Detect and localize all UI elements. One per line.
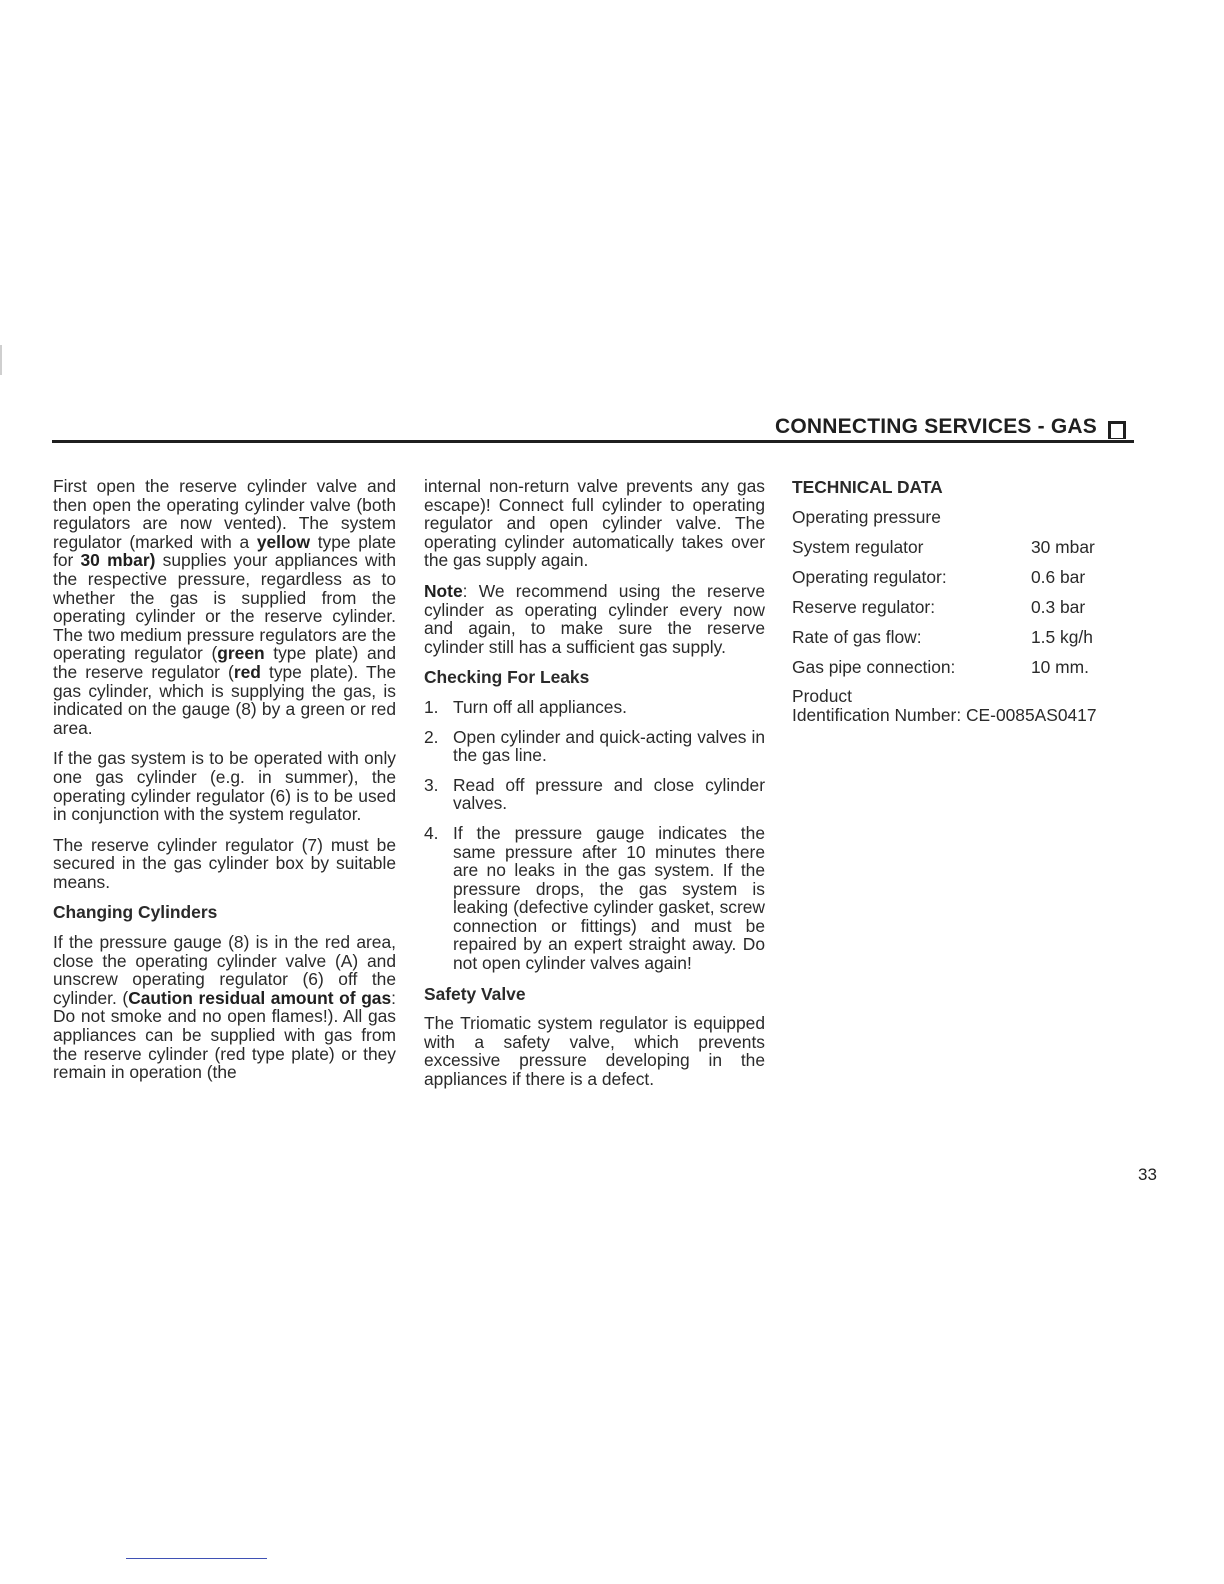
page-number: 33 <box>1138 1165 1157 1184</box>
technical-data-title: TECHNICAL DATA <box>792 477 943 497</box>
tech-row-value: 0.3 bar <box>1031 597 1086 617</box>
paragraph-note: Note: We recommend using the reserve cylinder as operating cylinder every now and again, to make sure the reserve cylinder still has a sufficient gas supply. <box>424 580 765 657</box>
paragraph-reserve-regulator: The reserve cylinder regulator (7) must be secured in the gas cylinder box by suitable means. <box>53 834 396 892</box>
caution-emphasis: Caution residual amount of gas <box>128 987 392 1008</box>
tech-row <box>792 537 1137 567</box>
header-rule <box>52 440 1134 443</box>
paragraph-single-cylinder: If the gas system is to be operated with only one gas cylinder (e.g. in summer), the operating cylinder regulator (6) is to be used in conjunction with the system regulator. <box>53 748 396 825</box>
heading-changing-cylinders: Changing Cylinders <box>53 902 218 923</box>
technical-data-panel <box>792 477 1137 725</box>
tech-row-label: Reserve regulator: <box>792 597 936 617</box>
text-column-1 <box>53 477 396 1094</box>
bottom-scan-line <box>126 1558 267 1559</box>
paragraph-changing-cylinders: If the pressure gauge (8) is in the red area, close the operating cylinder valve (A) and unscrew operating regulator (6) off the cylinder. (Caution residual amount of gas: Do not smoke and no open flames!). All gas appliances can be supplied with gas from the reserve cylinder (red type plate) or they remain in operation (the <box>53 932 396 1083</box>
tech-row-label: Gas pipe connection: <box>792 657 956 677</box>
tech-row-value: 1.5 kg/h <box>1031 627 1093 647</box>
list-item: 3. Read off pressure and close cylinder valves. <box>424 774 765 814</box>
list-item: 2. Open cylinder and quick-acting valves in the gas line. <box>424 726 765 766</box>
green-emphasis: green <box>217 643 265 664</box>
heading-safety-valve: Safety Valve <box>424 983 526 1004</box>
tech-row-label: Rate of gas flow: <box>792 627 922 647</box>
list-item: 1. Turn off all appliances. <box>424 696 628 717</box>
paragraph-regulators: First open the reserve cylinder valve and then open the operating cylinder valve (both regulators are now vented). The system regulator (marked with a yellow type plate for 30 mbar) supplies your appliances with the respective pressure, regardless as to whether the gas is supplied from the operating cylinder or the reserve cylinder. The two medium pressure regulators are the operating regulator (green type plate) and the reserve regulator (red type plate). The gas cylinder, which is supplying the gas, is indicated on the gauge (8) by a green or red area. <box>53 476 397 738</box>
tech-row-value: 0.6 bar <box>1031 567 1086 587</box>
tech-row-value: 30 mbar <box>1031 537 1095 557</box>
section-header-title: CONNECTING SERVICES - GAS <box>775 415 1097 438</box>
yellow-emphasis: yellow <box>256 531 311 552</box>
text-column-2 <box>424 477 765 1101</box>
note-label: Note <box>424 580 463 601</box>
red-emphasis: red <box>233 661 261 682</box>
scan-edge-mark <box>0 345 2 375</box>
paragraph-safety-valve: The Triomatic system regulator is equipped with a safety valve, which prevents excessive pressure developing in the appliances if there is a defect. <box>424 1013 765 1090</box>
tech-row <box>792 657 1137 687</box>
product-identification: Product Identification Number: CE-0085AS0417 <box>792 686 1097 725</box>
tech-row <box>792 627 1137 657</box>
tech-row-value: 10 mm. <box>1031 657 1089 677</box>
paragraph-continued: internal non-return valve prevents any gas escape)! Connect full cylinder to operating regulator and open cylinder valve. The operating cylinder automatically takes over the gas supply again. <box>424 476 765 571</box>
leak-check-steps <box>424 698 765 973</box>
pressure-emphasis: 30 mbar) <box>80 550 156 571</box>
list-item: 4. If the pressure gauge indicates the same pressure after 10 minutes there are no leaks in the gas system. If the pressure drops, the gas system is leaking (defective cylinder gasket, screw connection or fittings) and must be repaired by an expert straight away. Do not open cylinder valves again! <box>424 822 765 974</box>
section-header-box-icon <box>1108 421 1126 439</box>
tech-row <box>792 597 1137 627</box>
operating-pressure-label-row: Operating pressure <box>792 507 941 527</box>
tech-row <box>792 567 1137 597</box>
tech-row-label: System regulator <box>792 537 924 557</box>
tech-row-label: Operating regulator: <box>792 567 947 587</box>
heading-checking-leaks: Checking For Leaks <box>424 667 590 688</box>
